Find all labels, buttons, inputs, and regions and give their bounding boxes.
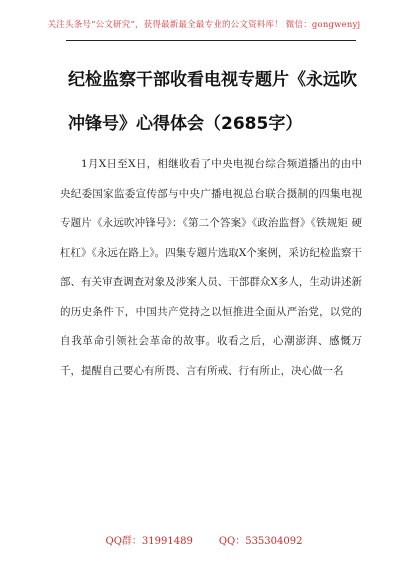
document-title: 纪检监察干部收看电视专题片《永远吹冲锋号》心得体会（2685字） [68, 70, 357, 134]
header-notice: 关注头条号“公文研究”，获得最新最全最专业的公文资料库！ 微信：gongwenyj [47, 20, 361, 30]
footer-qq-group: QQ群：31991489 [105, 536, 193, 547]
header-divider [66, 40, 356, 41]
body-paragraph: 1月X日至X日，相继收看了中央电视台综合频道播出的由中央纪委国家监委宣传部与中央广播电视总台联合摄制的四集电视专题片《永远吹冲锋号》：《第二个答案》《政治监督》《铁规矩 硬杠杠》《永远在路上》。四集专题片选取X个案例，采访纪检监察干部、有关审查调查对象及涉案人员、干部群众X多人，生动讲述新的历史条件下，中国共产党持之以恒推进全面从严治党，以党的自我革命引领社会革命的故事。收看之后，心潮澎湃、感慨万千，提醒自己要心有所畏、言有所戒、行有所止，决心做一名 [60, 158, 362, 377]
footer-contacts [0, 532, 408, 547]
document-body [60, 150, 362, 386]
footer-qq: QQ：535304092 [218, 536, 303, 547]
